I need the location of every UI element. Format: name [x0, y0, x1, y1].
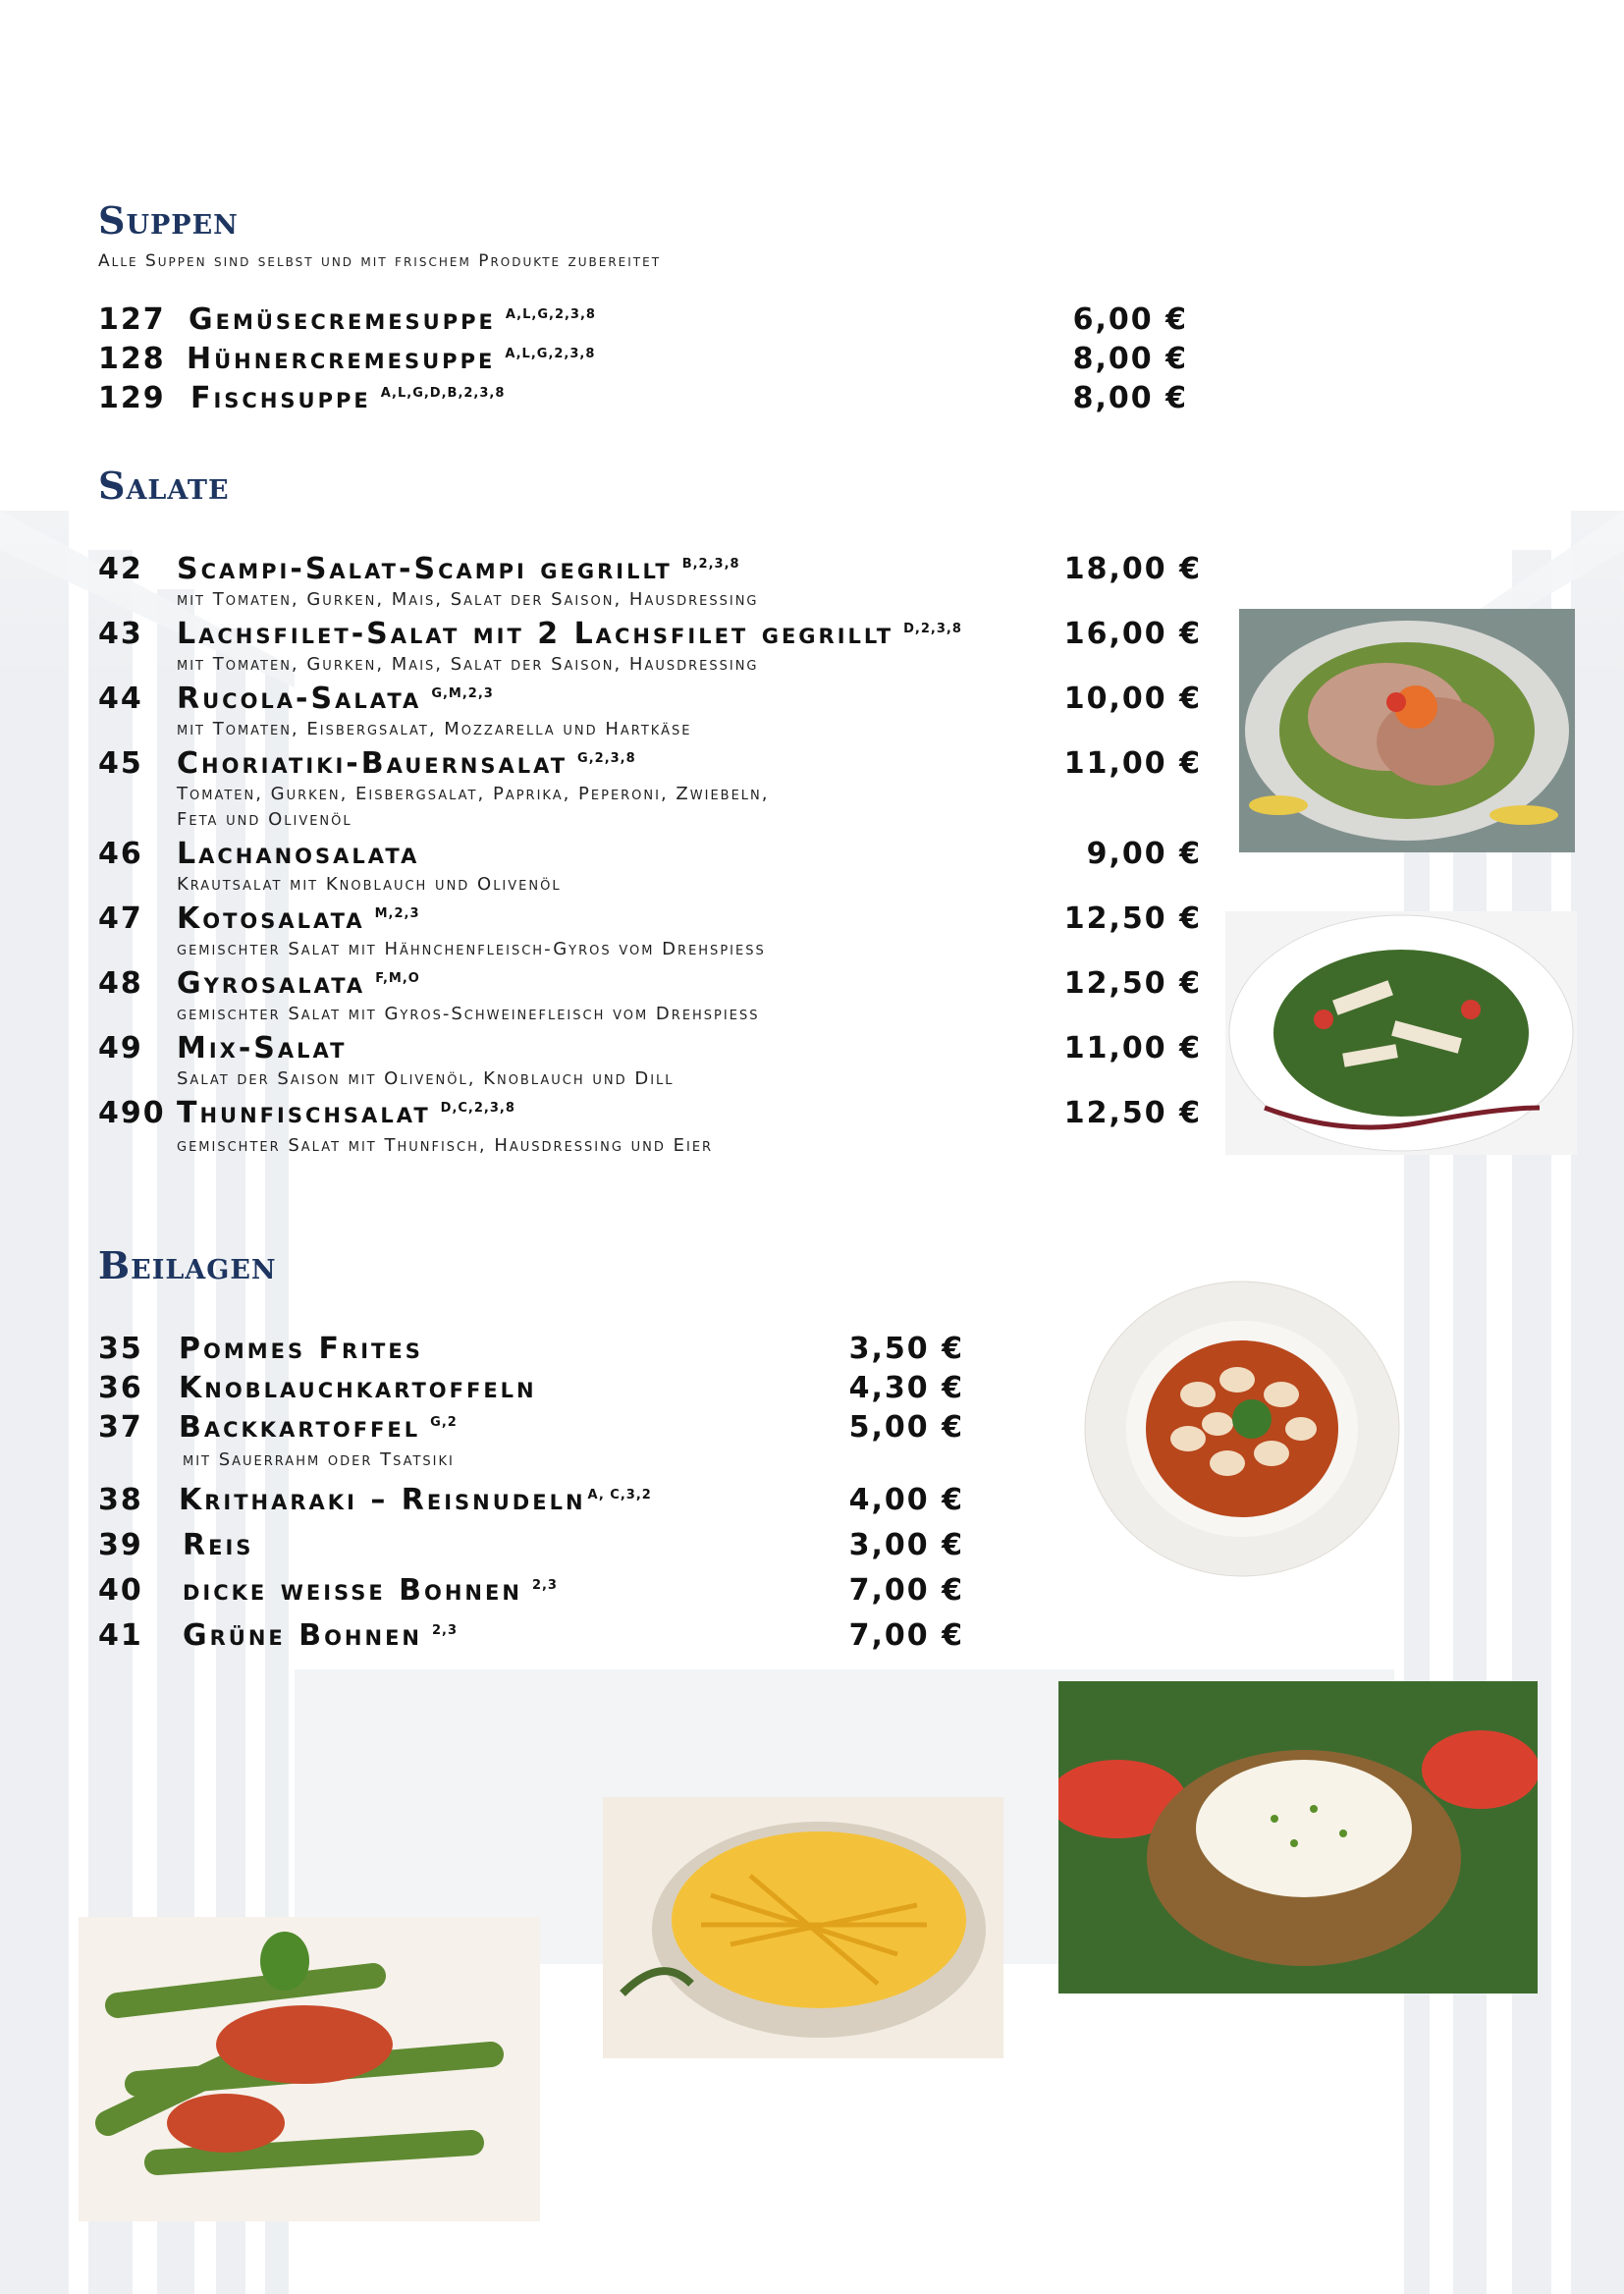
item-name: Hühnercremesuppe $^{A,L,G,2,3,8}$: [187, 342, 596, 376]
menu-item: [98, 901, 1208, 941]
menu-item: [98, 682, 1208, 721]
item-price: 11,00 €: [1063, 1031, 1202, 1065]
item-description: mit Tomaten, Eisbergsalat, Mozzarella und Hartkäse: [177, 719, 692, 739]
item-description: mit Tomaten, Gurken, Mais, Salat der Saison, Hausdressing: [177, 589, 759, 610]
menu-item: [98, 837, 1208, 876]
menu-item: [98, 302, 1198, 342]
allergen-codes: 2,3: [531, 1578, 558, 1593]
item-price: 12,50 €: [1063, 901, 1202, 936]
allergen-codes: B,2,3,8: [681, 557, 740, 572]
item-number: 38: [98, 1483, 143, 1517]
beilagen-title: Beilagen: [98, 1243, 277, 1287]
allergen-codes: M,2,3: [374, 906, 420, 921]
item-number: 41: [98, 1618, 143, 1653]
item-number: 37: [98, 1410, 143, 1445]
suppen-title: Suppen: [98, 198, 239, 243]
menu-item: [98, 1096, 1208, 1135]
allergen-codes: A,L,G,2,3,8: [505, 307, 596, 322]
item-name: Grüne Bohnen $^{2,3}$: [183, 1618, 459, 1653]
item-price: 7,00 €: [848, 1573, 964, 1608]
menu-item: [98, 1371, 972, 1410]
menu-item: [98, 746, 1208, 786]
item-name: Scampi-Salat-Scampi gegrillt $^{B,2,3,8}$: [177, 552, 740, 586]
item-name: Rucola-Salata $^{G,M,2,3}$: [177, 682, 494, 716]
allergen-codes: A, C,3,2: [587, 1488, 652, 1502]
item-number: 46: [98, 837, 143, 871]
item-number: 48: [98, 966, 143, 1001]
allergen-codes: D,2,3,8: [903, 622, 962, 636]
item-description-cont: Feta und Olivenöl: [177, 809, 352, 830]
item-name: Fischsuppe $^{A,L,G,D,B,2,3,8}$: [190, 381, 506, 415]
item-name: Mix-Salat: [177, 1031, 348, 1065]
item-number: 128: [98, 342, 166, 376]
salate-title: Salate: [98, 464, 230, 508]
allergen-codes: F,M,O: [375, 971, 420, 986]
item-number: 45: [98, 746, 143, 781]
item-price: 8,00 €: [1072, 342, 1188, 376]
item-name: Thunfischsalat $^{D,C,2,3,8}$: [177, 1096, 515, 1130]
item-price: 7,00 €: [848, 1618, 964, 1653]
item-number: 127: [98, 302, 166, 337]
allergen-codes: G,2,3,8: [577, 751, 636, 766]
menu-item: [98, 552, 1208, 591]
item-number: 39: [98, 1528, 143, 1562]
item-price: 11,00 €: [1063, 746, 1202, 781]
item-name: Pommes Frites: [179, 1332, 423, 1366]
item-description: gemischter Salat mit Gyros-Schweinefleisch vom Drehspiess: [177, 1004, 760, 1024]
item-name: Knoblauchkartoffeln: [179, 1371, 537, 1405]
allergen-codes: 2,3: [432, 1623, 459, 1638]
item-price: 8,00 €: [1072, 381, 1188, 415]
allergen-codes: G,2: [430, 1415, 458, 1430]
item-price: 10,00 €: [1063, 682, 1202, 716]
item-description: mit Sauerrahm oder Tsatsiki: [183, 1449, 455, 1470]
item-number: 47: [98, 901, 143, 936]
menu-item: [98, 1483, 972, 1522]
item-number: 49: [98, 1031, 143, 1065]
item-name: Kotosalata $^{M,2,3}$: [177, 901, 420, 936]
item-price: 12,50 €: [1063, 966, 1202, 1001]
item-price: 3,00 €: [848, 1528, 964, 1562]
allergen-codes: A,L,G,D,B,2,3,8: [380, 386, 506, 401]
item-name: Backkartoffel $^{G,2}$: [179, 1410, 458, 1445]
item-price: 5,00 €: [848, 1410, 964, 1445]
item-name: Kritharaki – Reisnudeln $^{A, C,3,2}$: [179, 1483, 652, 1517]
menu-item: [98, 1332, 972, 1371]
item-name: dicke weisse Bohnen $^{2,3}$: [183, 1573, 558, 1608]
menu-item: [98, 1410, 972, 1449]
item-price: 4,00 €: [848, 1483, 964, 1517]
item-number: 35: [98, 1332, 143, 1366]
item-price: 16,00 €: [1063, 617, 1202, 651]
suppen-subtitle: Alle Suppen sind selbst und mit frischem Produkte zubereitet: [98, 251, 662, 271]
item-price: 3,50 €: [848, 1332, 964, 1366]
item-name: Gemüsecremesuppe $^{A,L,G,2,3,8}$: [189, 302, 596, 337]
item-number: 42: [98, 552, 143, 586]
menu-item: [98, 1618, 972, 1658]
item-name: Gyrosalata $^{F,M,O}$: [177, 966, 420, 1001]
menu-item: [98, 1031, 1208, 1070]
item-number: 43: [98, 617, 143, 651]
item-price: 6,00 €: [1072, 302, 1188, 337]
item-description: Tomaten, Gurken, Eisbergsalat, Paprika, Peperoni, Zwiebeln,: [177, 784, 770, 804]
menu-item: [98, 966, 1208, 1006]
menu-item: [98, 1573, 972, 1612]
item-number: 490: [98, 1096, 166, 1130]
menu-item: [98, 342, 1198, 381]
item-name: Reis: [183, 1528, 254, 1562]
item-name: Lachsfilet-Salat mit 2 Lachsfilet gegrillt $^{D,2,3,8}$: [177, 617, 962, 651]
item-name: Lachanosalata: [177, 837, 420, 871]
item-description: Salat der Saison mit Olivenöl, Knoblauch und Dill: [177, 1068, 675, 1089]
item-price: 18,00 €: [1063, 552, 1202, 586]
allergen-codes: G,M,2,3: [431, 686, 494, 701]
item-number: 44: [98, 682, 143, 716]
item-number: 129: [98, 381, 166, 415]
item-price: 12,50 €: [1063, 1096, 1202, 1130]
allergen-codes: D,C,2,3,8: [440, 1101, 515, 1116]
menu-item: [98, 1528, 972, 1567]
item-description: gemischter Salat mit Hähnchenfleisch-Gyros vom Drehspiess: [177, 939, 766, 959]
item-price: 4,30 €: [848, 1371, 964, 1405]
item-description: Krautsalat mit Knoblauch und Olivenöl: [177, 874, 562, 895]
item-number: 40: [98, 1573, 143, 1608]
item-name: Choriatiki-Bauernsalat $^{G,2,3,8}$: [177, 746, 636, 781]
item-description: gemischter Salat mit Thunfisch, Hausdressing und Eier: [177, 1135, 714, 1156]
item-price: 9,00 €: [1086, 837, 1202, 871]
menu-item: [98, 617, 1208, 656]
item-description: mit Tomaten, Gurken, Mais, Salat der Saison, Hausdressing: [177, 654, 759, 675]
allergen-codes: A,L,G,2,3,8: [505, 347, 596, 361]
item-number: 36: [98, 1371, 143, 1405]
menu-item: [98, 381, 1198, 420]
